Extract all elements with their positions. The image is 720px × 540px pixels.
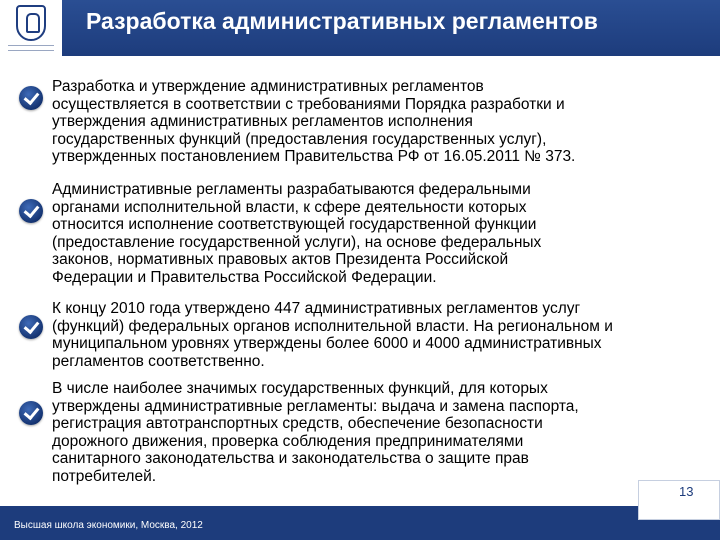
bullet-line: утвержденных постановлением Правительства РФ от 16.05.2011 № 373. [52, 148, 576, 166]
bullet-line: регламентов соответственно. [52, 352, 265, 370]
bullet-line: муниципальном уровнях утверждены более 6000 и 4000 административных [52, 335, 602, 353]
bullet-line: органами исполнительной власти, к сфере деятельности которых [52, 198, 527, 216]
bullet-line: утверждены административные регламенты: выдача и замена паспорта, [52, 397, 579, 415]
bullet-line: (предоставление государственной услуги), на основе федеральных [52, 233, 542, 251]
slide-footer [0, 506, 720, 540]
slide-title: Разработка административных регламентов [86, 8, 598, 34]
footer-text: Высшая школа экономики, Москва, 2012 [14, 520, 203, 531]
bullet-line: санитарного законодательства и законодательства о защите прав [52, 450, 529, 468]
bullet-paragraph-4 [52, 380, 712, 486]
bullet-line: осуществляется в соответствии с требованиями Порядка разработки и [52, 95, 565, 113]
page-number: 13 [679, 484, 694, 499]
bullet-paragraph-2 [52, 181, 712, 287]
bullet-line: потребителей. [52, 467, 157, 485]
checkmark-icon [19, 86, 43, 110]
bullet-line: В числе наиболее значимых государственных функций, для которых [52, 380, 548, 397]
bullet-line: дорожного движения, проверка соблюдения предпринимателями [52, 432, 524, 450]
bullet-line: Административные регламенты разрабатываются федеральными [52, 181, 531, 198]
bullet-paragraph-3 [52, 300, 712, 370]
checkmark-icon [19, 199, 43, 223]
bullet-line: законов, нормативных правовых актов Президента Российской [52, 251, 509, 269]
bullet-paragraph-1 [52, 78, 712, 166]
bullet-line: Федерации и Правительства Российской Федерации. [52, 268, 437, 286]
checkmark-icon [19, 401, 43, 425]
bullet-line: Разработка и утверждение административных регламентов [52, 78, 484, 95]
page-number-box [638, 480, 720, 520]
bullet-line: относится исполнение соответствующей государственной функции [52, 216, 537, 234]
bullet-line: государственных функций (предоставления государственных услуг), [52, 130, 547, 148]
checkmark-icon [19, 315, 43, 339]
bullet-line: (функций) федеральных органов исполнительной власти. На региональном и [52, 317, 613, 335]
bullet-line: утверждения административных регламентов исполнения [52, 113, 473, 131]
bullet-line: регистрация автотранспортных средств, обеспечение безопасности [52, 415, 543, 433]
bullet-line: К концу 2010 года утверждено 447 административных регламентов услуг [52, 300, 581, 317]
